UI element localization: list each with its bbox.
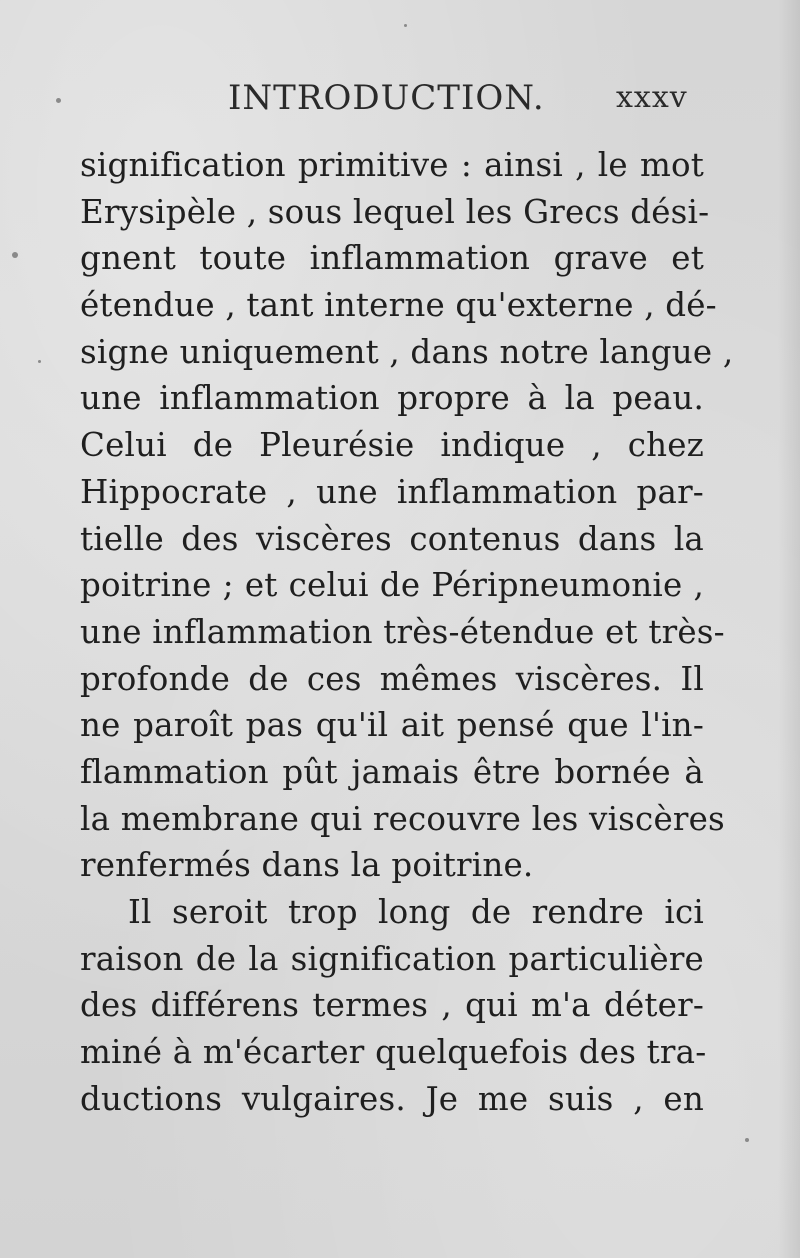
page-number: xxxv bbox=[616, 80, 688, 115]
text-line: ductions vulgaires. Je me suis , en bbox=[80, 1079, 704, 1118]
text-line: Erysipèle , sous lequel les Grecs dési- bbox=[80, 192, 710, 231]
text-line: raison de la signification particulière bbox=[80, 939, 704, 978]
text-line: une inflammation propre à la peau. bbox=[80, 379, 704, 418]
text-line: tielle des viscères contenus dans la bbox=[80, 519, 704, 558]
text-line: signe uniquement , dans notre langue , bbox=[80, 332, 734, 371]
text-line: miné à m'écarter quelquefois des tra- bbox=[80, 1033, 707, 1072]
paper-speck bbox=[38, 360, 41, 363]
paper-speck bbox=[404, 24, 407, 27]
text-line: poitrine ; et celui de Péripneumonie , bbox=[80, 566, 704, 605]
text-line: étendue , tant interne qu'externe , dé- bbox=[80, 286, 717, 325]
body-text bbox=[80, 142, 734, 1122]
text-line: la membrane qui recouvre les viscères bbox=[80, 799, 725, 838]
paper-speck bbox=[12, 252, 18, 258]
text-line: des différens termes , qui m'a déter- bbox=[80, 986, 704, 1025]
paragraph-start-line: Il seroit trop long de rendre ici bbox=[128, 893, 704, 931]
paragraph-end-line: renfermés dans la poitrine. bbox=[80, 846, 534, 885]
text-line: Celui de Pleurésie indique , chez bbox=[80, 426, 704, 465]
text-line: ne paroît pas qu'il ait pensé que l'in- bbox=[80, 706, 704, 745]
text-line: Hippocrate , une inflammation par- bbox=[80, 472, 704, 511]
text-line: gnent toute inflammation grave et bbox=[80, 239, 704, 278]
text-line: flammation pût jamais être bornée à bbox=[80, 752, 704, 791]
paper-speck bbox=[745, 1138, 749, 1142]
running-head bbox=[0, 78, 800, 122]
text-line: profonde de ces mêmes viscères. Il bbox=[80, 659, 704, 698]
text-line: une inflammation très-étendue et très- bbox=[80, 612, 725, 651]
page-edge-shadow bbox=[778, 0, 800, 1258]
running-title: INTRODUCTION. bbox=[228, 78, 545, 118]
text-line: signification primitive : ainsi , le mot bbox=[80, 146, 704, 184]
